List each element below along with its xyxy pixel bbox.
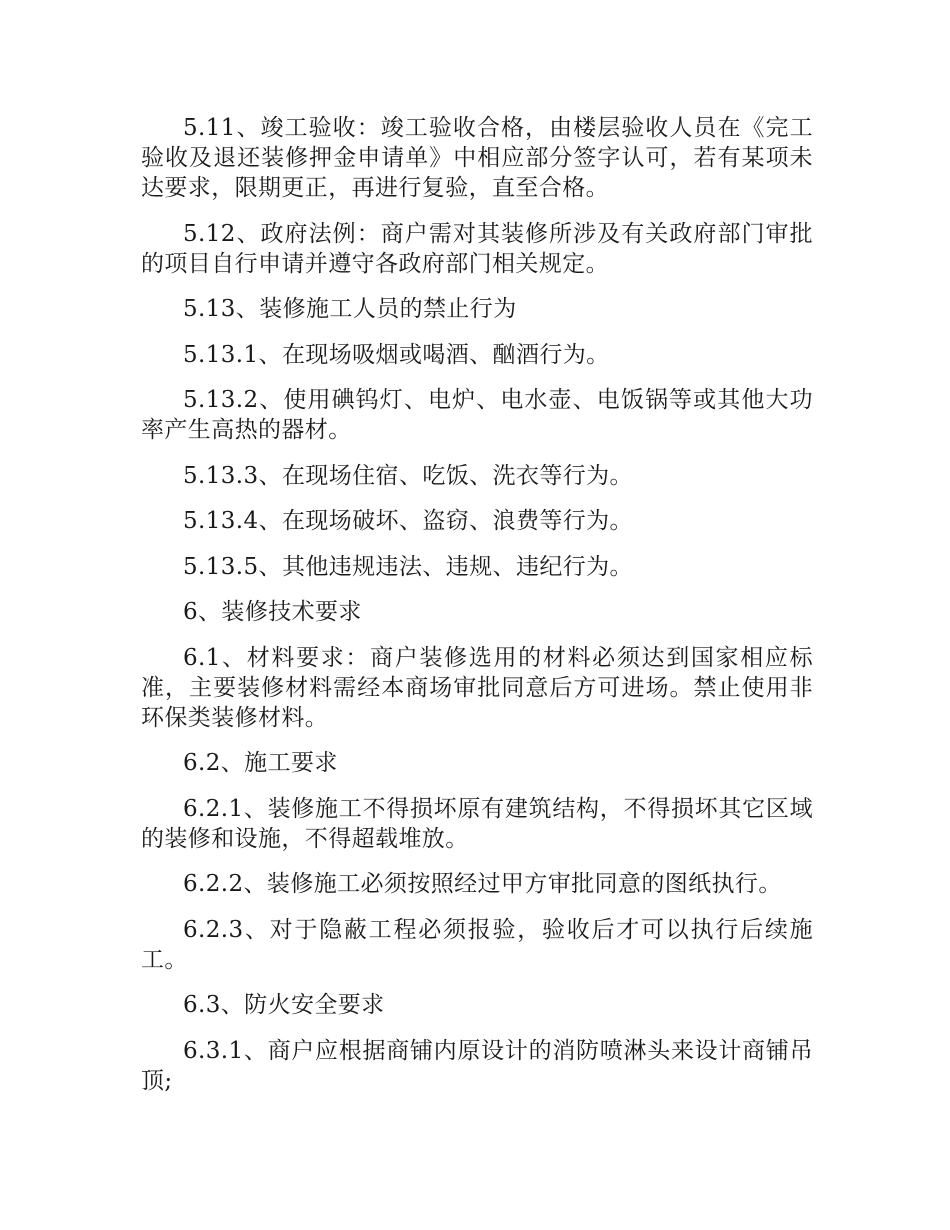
- section-heading-6: 6、装修技术要求: [183, 599, 362, 625]
- document-body: [141, 113, 813, 1111]
- paragraph-5-13-2: 5.13.2、使用碘钨灯、电炉、电水壶、电饭锅等或其他大功率产生高热的器材。: [141, 387, 813, 443]
- paragraph-6-1: 6.1、材料要求：商户装修选用的材料必须达到国家相应标准，主要装修材料需经本商场审批同意后方可进场。禁止使用非环保类装修材料。: [141, 644, 813, 731]
- paragraph-5-13-4: 5.13.4、在现场破坏、盗窃、浪费等行为。: [183, 508, 633, 534]
- paragraph-5-13-5: 5.13.5、其他违规违法、违规、违纪行为。: [183, 553, 633, 580]
- paragraph-5-13-1: 5.13.1、在现场吸烟或喝酒、酗酒行为。: [183, 341, 610, 368]
- paragraph-6-2-1: 6.2.1、装修施工不得损坏原有建筑结构，不得损坏其它区域的装修和设施，不得超载堆放。: [141, 795, 813, 852]
- paragraph-5-13: 5.13、装修施工人员的禁止行为: [183, 296, 517, 322]
- paragraph-5-11: 5.11、竣工验收：竣工验收合格，由楼层验收人员在《完工验收及退还装修押金申请单》中相应部分签字认可，若有某项未达要求，限期更正，再进行复验，直至合格。: [141, 115, 813, 201]
- paragraph-6-3-1: 6.3.1、商户应根据商铺内原设计的消防喷淋头来设计商铺吊顶;: [141, 1037, 813, 1094]
- paragraph-6-2-2: 6.2.2、装修施工必须按照经过甲方审批同意的图纸执行。: [183, 871, 782, 897]
- paragraph-6-3: 6.3、防火安全要求: [183, 992, 385, 1018]
- paragraph-6-2: 6.2、施工要求: [183, 750, 338, 776]
- paragraph-6-2-3: 6.2.3、对于隐蔽工程必须报验，验收后才可以执行后续施工。: [141, 916, 813, 973]
- paragraph-5-12: 5.12、政府法例：商户需对其装修所涉及有关政府部门审批的项目自行申请并遵守各政府部门相关规定。: [141, 220, 813, 277]
- paragraph-5-13-3: 5.13.3、在现场住宿、吃饭、洗衣等行为。: [183, 462, 633, 489]
